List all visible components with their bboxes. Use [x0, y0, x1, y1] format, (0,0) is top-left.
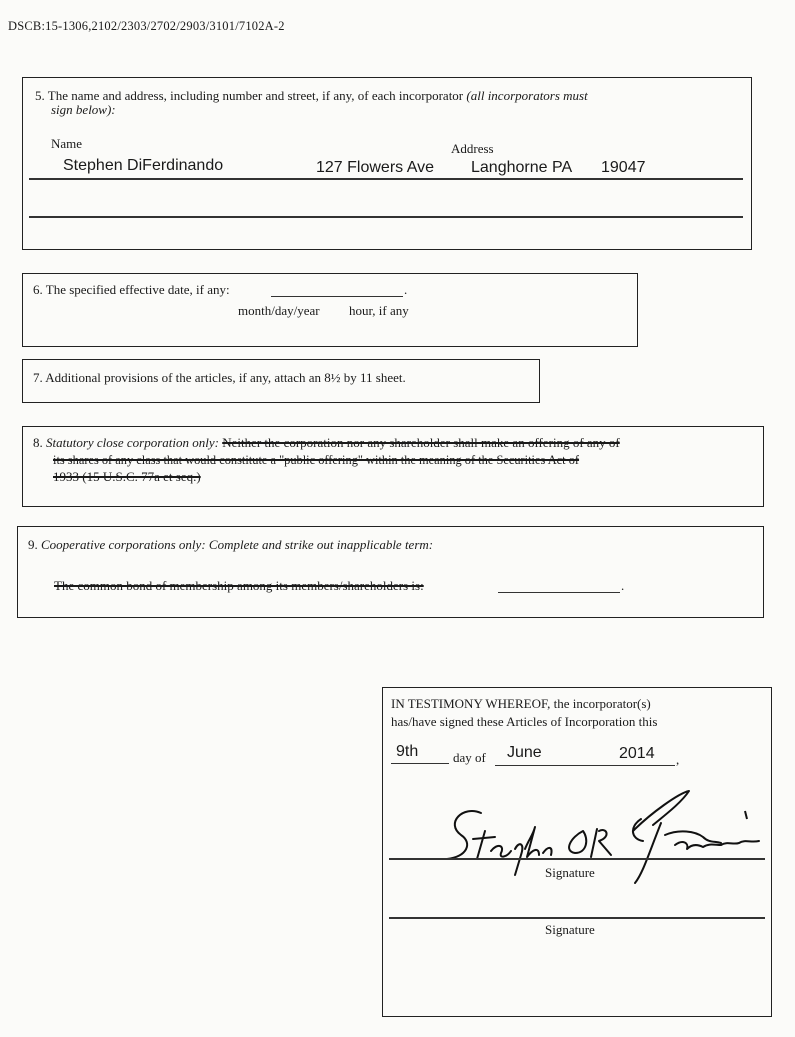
section-9-italic-label: Cooperative corporations only: Complete and strike out inapplicable term: — [41, 537, 434, 552]
section-6-number: 6. — [33, 282, 43, 297]
section-5-instructions — [35, 88, 735, 104]
signing-day: 9th — [396, 743, 419, 760]
section-5-text: The name and address, including number and street, if any, of each incorporator — [47, 88, 464, 103]
section-9-label-row — [28, 537, 433, 553]
date-sub-label: month/day/year — [238, 303, 320, 318]
section-8-box — [22, 426, 764, 507]
incorporator-street: 127 Flowers Ave — [316, 159, 434, 176]
section-7-box — [22, 359, 540, 403]
month-year-field-line — [495, 765, 675, 766]
section-6-label-row — [33, 282, 230, 298]
section-8-italic-label: Statutory close corporation only: — [46, 435, 219, 450]
testimony-box — [382, 687, 772, 1017]
section-5-box — [22, 77, 752, 250]
form-code-header: DSCB:15-1306,2102/2303/2702/2903/3101/7102A-2 — [8, 19, 285, 33]
section-5-italic-note-cont: sign below): — [51, 102, 116, 117]
section-7-label-row — [33, 370, 406, 386]
section-7-label: Additional provisions of the articles, if any, attach an 8½ by 11 sheet. — [45, 370, 406, 385]
section-5-italic-note: (all incorporators must — [466, 88, 588, 103]
signing-year: 2014 — [619, 745, 655, 762]
signature-label-2: Signature — [545, 922, 595, 937]
incorporator-city-state: Langhorne PA — [471, 159, 573, 176]
section-9-box — [17, 526, 764, 618]
date-trailing-comma: , — [676, 752, 680, 767]
incorporator-name: Stephen DiFerdinando — [63, 157, 224, 174]
section-8-struck-line-2: its shares of any class that would constitute a "public offering" within the meaning of the Securities Act of — [53, 453, 580, 467]
section-8-number: 8. — [33, 435, 43, 450]
section-9-struck-text: The common bond of membership among its members/shareholders is: — [54, 578, 424, 593]
section-9-trailing-dot: . — [621, 578, 625, 593]
hour-sub-label: hour, if any — [349, 303, 409, 318]
section-7-number: 7. — [33, 370, 43, 385]
testimony-line-1: IN TESTIMONY WHEREOF, the incorporator(s) — [391, 696, 651, 711]
signing-month: June — [507, 744, 542, 761]
address-column-label: Address — [451, 141, 494, 156]
section-8-struck-line-3: 1933 (15 U.S.C. 77a et seq.) — [53, 469, 201, 484]
incorporator-line-1 — [29, 178, 743, 180]
incorporator-line-2 — [29, 216, 743, 218]
signature-label-1: Signature — [545, 865, 595, 880]
day-field-line — [391, 763, 449, 764]
signature-line-1 — [389, 858, 765, 860]
section-8-struck-line-1: Neither the corporation nor any shareholder shall make an offering of any of — [222, 435, 620, 450]
section-6-label: The specified effective date, if any: — [45, 282, 230, 297]
section-6-box — [22, 273, 638, 347]
common-bond-field — [498, 592, 620, 593]
section-6-trailing-dot: . — [404, 282, 408, 297]
day-of-label: day of — [453, 750, 486, 765]
name-column-label: Name — [51, 136, 83, 151]
effective-date-field — [271, 296, 403, 297]
signature-line-2 — [389, 917, 765, 919]
section-9-number: 9. — [28, 537, 38, 552]
section-5-number: 5. — [35, 88, 45, 103]
testimony-line-2: has/have signed these Articles of Incorporation this — [391, 714, 658, 729]
section-8-line-1 — [33, 435, 620, 451]
incorporator-zip: 19047 — [601, 159, 646, 176]
